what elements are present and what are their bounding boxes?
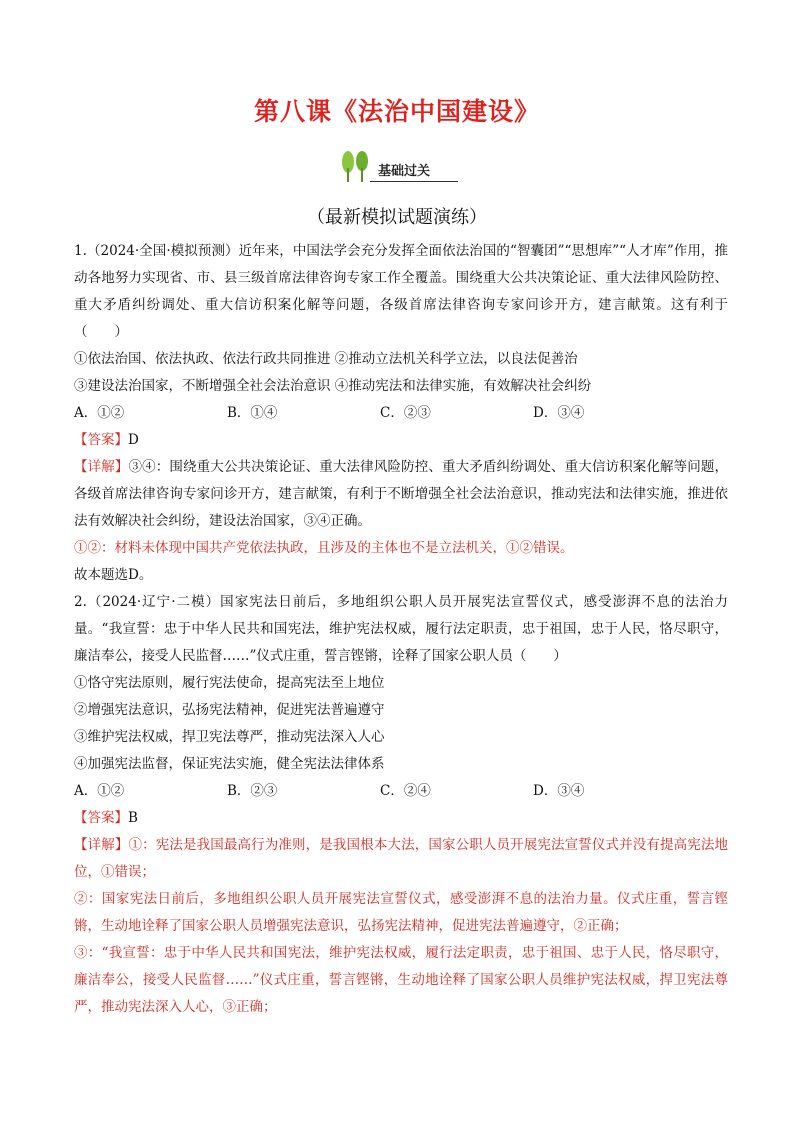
q2-detail [74,832,728,886]
q1-detail [74,454,728,535]
choice-a: A．①② [74,405,125,421]
q1-stem: 1.（2024·全国·模拟预测）近年来，中国法学会充分发挥全面依法治国的“智囊团”“思想库”“人才库”作用，推动各地努力实现省、市、县三级首席法律咨询专家工作全覆盖。围绕重大公共决策论证、重大法律风险防控、重大矛盾纠纷调处、重大信访积案化解等问题，各级首席法律咨询专家问诊开方，建言献策。这有利于（ ） [74,243,728,340]
q2-option-line: ④加强宪法监督，保证宪法实施，健全宪法法律体系 [74,756,385,772]
section-badge [336,150,458,184]
badge-label: 基础过关 [378,164,431,179]
choice-c: C．②③ [380,405,431,421]
choice-d: D．③④ [533,783,585,799]
leaf-icon [336,150,376,184]
q1-option-line: ③建设法治国家，不断增强全社会法治意识 ④推动宪法和法律实施，有效解决社会纠纷 [74,378,592,394]
q2-option-line: ②增强宪法意识，弘扬宪法精神，促进宪法普遍遵守 [74,702,385,718]
q1-conclusion: 故本题选D。 [74,567,153,583]
q1-option-line: ①依法治国、依法执政、依法行政共同推进 ②推动立法机关科学立法，以良法促善治 [74,351,578,367]
content [74,238,728,1021]
choice-b: B．②③ [227,783,278,799]
detail-text: ①：宪法是我国最高行为准则，是我国根本大法，国家公职人员开展宪法宣誓仪式并没有提高宪法地位，①错误； [74,837,729,880]
answer-tag: 【答案】 [74,432,128,448]
section-subtitle: （最新模拟试题演练） [307,207,487,228]
choice-a: A．①② [74,783,125,799]
q2-detail-2: ②：国家宪法日前后，多地组织公职人员开展宪法宣誓仪式，感受澎湃不息的法治力量。仪式庄重，誓言铿锵，生动地诠释了国家公职人员增强宪法意识，弘扬宪法精神，促进宪法普遍遵守，②正确； [74,891,728,934]
q2-stem: 2.（2024·辽宁·二模）国家宪法日前后，多地组织公职人员开展宪法宣誓仪式，感受澎湃不息的法治力量。“我宣誓：忠于中华人民共和国宪法，维护宪法权威，履行法定职责，忠于祖国，忠于人民，恪尽职守，廉洁奉公，接受人民监督……”仪式庄重，誓言铿锵，诠释了国家公职人员（ ） [74,594,728,664]
q1-answer [74,427,728,454]
q2-detail-3: ③：“我宣誓：忠于中华人民共和国宪法，维护宪法权威，履行法定职责，忠于祖国、忠于人民，恪尽职守，廉洁奉公，接受人民监督……”仪式庄重，誓言铿锵，生动地诠释了国家公职人员维护宪法权威，捍卫宪法尊严，推动宪法深入人心，③正确； [74,945,728,1015]
q2-choices [74,778,728,805]
detail-tag: 【详解】 [74,459,129,475]
answer-value: D [128,432,139,448]
choice-d: D．③④ [533,405,585,421]
page-title: 第八课《法治中国建设》 [253,97,540,126]
q2-option-line: ①恪守宪法原则，履行宪法使命，提高宪法至上地位 [74,675,385,691]
q1-detail-2: ①②：材料未体现中国共产党依法执政，且涉及的主体也不是立法机关，①②错误。 [74,540,574,556]
detail-tag: 【详解】 [74,837,129,853]
choice-c: C．②④ [380,783,431,799]
detail-text: ③④：围绕重大公共决策论证、重大法律风险防控、重大矛盾纠纷调处、重大信访积案化解等问题，各级首席法律咨询专家问诊开方，建言献策，有利于不断增强全社会法治意识，推动宪法和法律实施，推进依法有效解决社会纠纷，建设法治国家，③④正确。 [74,459,729,529]
badge-underline [370,181,458,182]
q2-answer [74,805,728,832]
answer-tag: 【答案】 [74,810,128,826]
q1-choices [74,400,728,427]
q2-option-line: ③维护宪法权威，捍卫宪法尊严，推动宪法深入人心 [74,729,385,745]
answer-value: B [128,810,138,826]
choice-b: B．①④ [227,405,278,421]
